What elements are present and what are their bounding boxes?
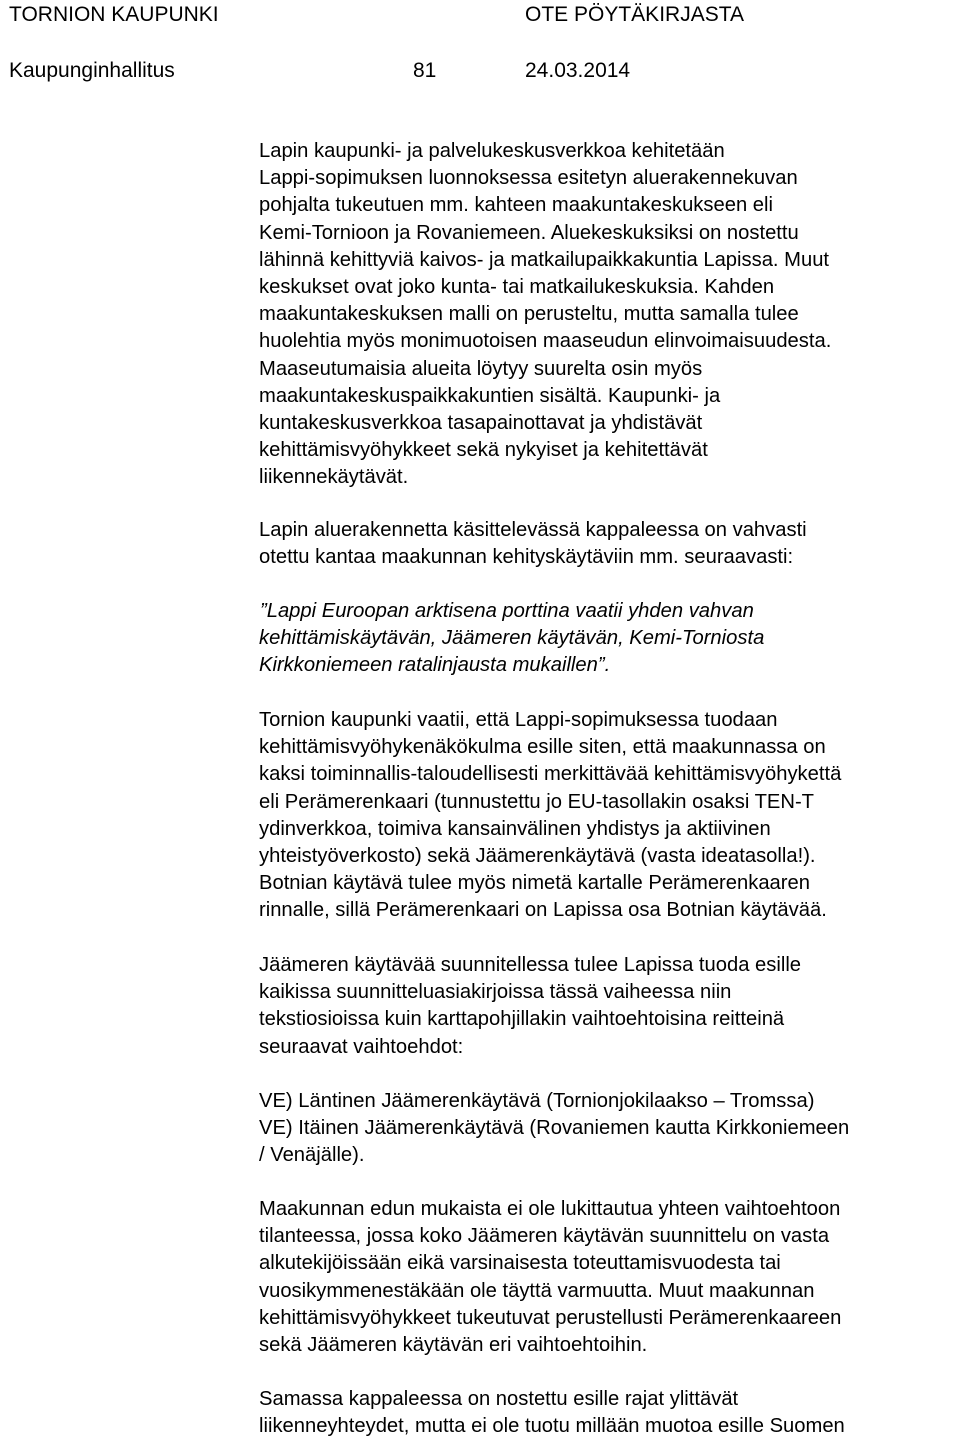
text-line: tilanteessa, jossa koko Jäämeren käytävän suunnittelu on vasta (259, 1225, 830, 1248)
text-line: pohjalta tukeutuen mm. kahteen maakuntakeskukseen eli (259, 194, 773, 217)
paragraph-quotation (259, 598, 959, 680)
text-line: liikenneyhteydet, mutta ei ole tuotu millään muotoa esille Suomen (259, 1415, 845, 1438)
text-line: Kirkkoniemeen ratalinjausta mukaillen”. (259, 654, 611, 677)
text-line: alkutekijöissään eikä varsinaisesta toteuttamisvuodesta tai (259, 1252, 781, 1275)
text-line: Samassa kappaleessa on nostettu esille rajat ylittävät (259, 1388, 739, 1410)
text-line: Lapin kaupunki- ja palvelukeskusverkkoa kehitetään (259, 140, 725, 162)
text-line: kuntakeskusverkkoa tasapainottavat ja yhdistävät (259, 412, 703, 435)
text-line: lähinnä kehittyviä kaivos- ja matkailupaikkakuntia Lapissa. Muut (259, 248, 830, 271)
text-line: sekä Jäämeren käytävän eri vaihtoehtoihin. (259, 1334, 648, 1357)
text-line: ”Lappi Euroopan arktisena porttina vaatii yhden vahvan (260, 600, 754, 622)
text-line: rinnalle, sillä Perämerenkaari on Lapissa osa Botnian käytävää. (259, 899, 827, 922)
text-line: Lapin aluerakennetta käsittelevässä kappaleessa on vahvasti (259, 519, 807, 541)
text-line: vuosikymmenestäkään ole täyttä varmuutta. Muut maakunnan (259, 1279, 815, 1302)
text-line: tekstiosioissa kuin karttapohjillakin vaihtoehtoisina reitteinä (259, 1008, 785, 1031)
text-line: kaksi toiminnallis-taloudellisesti merkittävää kehittämisvyöhykettä (259, 763, 842, 786)
paragraph-regional-structure (259, 138, 959, 492)
header-meeting-date: 24.03.2014 (525, 59, 631, 82)
text-line: Tornion kaupunki vaatii, että Lappi-sopimuksessa tuodaan (259, 709, 778, 731)
text-line: seuraavat vaihtoehdot: (259, 1035, 464, 1058)
text-line: eli Perämerenkaari (tunnustettu jo EU-tasollakin osaksi TEN-T (259, 790, 815, 813)
text-line: Lappi-sopimuksen luonnoksessa esitetyn aluerakennekuvan (259, 167, 798, 190)
text-line: maakuntakeskuspaikkakuntien sisältä. Kaupunki- ja (259, 384, 721, 407)
paragraph-arctic-corridor-planning (259, 952, 959, 1061)
header-section-number: 81 (413, 59, 437, 82)
paragraph-route-alternatives (259, 1088, 959, 1170)
text-line: VE) Läntinen Jäämerenkäytävä (Tornionjokilaakso – Tromssa) (259, 1090, 815, 1112)
text-line: Maakunnan edun mukaista ei ole lukittautua yhteen vaihtoehtoon (259, 1198, 841, 1220)
text-line: liikennekäytävät. (259, 466, 409, 489)
text-line: kehittämiskäytävän, Jäämeren käytävän, Kemi-Torniosta (259, 627, 765, 650)
paragraph-development-corridors (259, 517, 959, 571)
text-line: yhteistyöverkosto) sekä Jäämerenkäytävä (vasta ideatasolla!). (259, 845, 816, 868)
header-city-name: TORNION KAUPUNKI (9, 3, 219, 26)
header-board-name: Kaupunginhallitus (9, 59, 175, 82)
text-line: VE) Itäinen Jäämerenkäytävä (Rovaniemen kautta Kirkkoniemeen (259, 1117, 850, 1140)
header-document-type: OTE PÖYTÄKIRJASTA (525, 3, 744, 26)
text-line: keskukset ovat joko kunta- tai matkailukeskuksia. Kahden (259, 276, 775, 299)
text-line: / Venäjälle). (259, 1144, 365, 1167)
text-line: kehittämisvyöhykkeet tukeutuvat perustellusti Perämerenkaareen (259, 1306, 842, 1329)
text-line: kehittämisvyöhykenäkökulma esille siten, että maakunnassa on (259, 736, 826, 759)
text-line: Kemi-Tornioon ja Rovaniemeen. Aluekeskuksiksi on nostettu (259, 221, 799, 244)
paragraph-regional-interest (259, 1196, 959, 1359)
text-line: maakuntakeskuksen malli on perusteltu, mutta samalla tulee (259, 303, 799, 326)
text-line: ydinverkkoa, toimiva kansainvälinen yhdistys ja aktiivinen (259, 817, 771, 840)
paragraph-cross-border-links (259, 1386, 959, 1440)
text-line: otettu kantaa maakunnan kehityskäytäviin mm. seuraavasti: (259, 546, 794, 569)
text-line: huolehtia myös monimuotoisen maaseudun elinvoimaisuudesta. (259, 330, 832, 353)
paragraph-tornio-demands (259, 707, 959, 925)
text-line: Jäämeren käytävää suunnitellessa tulee Lapissa tuoda esille (259, 954, 802, 976)
text-line: kehittämisvyöhykkeet sekä nykyiset ja kehitettävät (259, 439, 708, 462)
text-line: kaikissa suunnitteluasiakirjoissa tässä vaiheessa niin (259, 981, 732, 1004)
text-line: Maaseutumaisia alueita löytyy suurelta osin myös (259, 357, 703, 380)
text-line: Botnian käytävä tulee myös nimetä kartalle Perämerenkaaren (259, 872, 810, 895)
